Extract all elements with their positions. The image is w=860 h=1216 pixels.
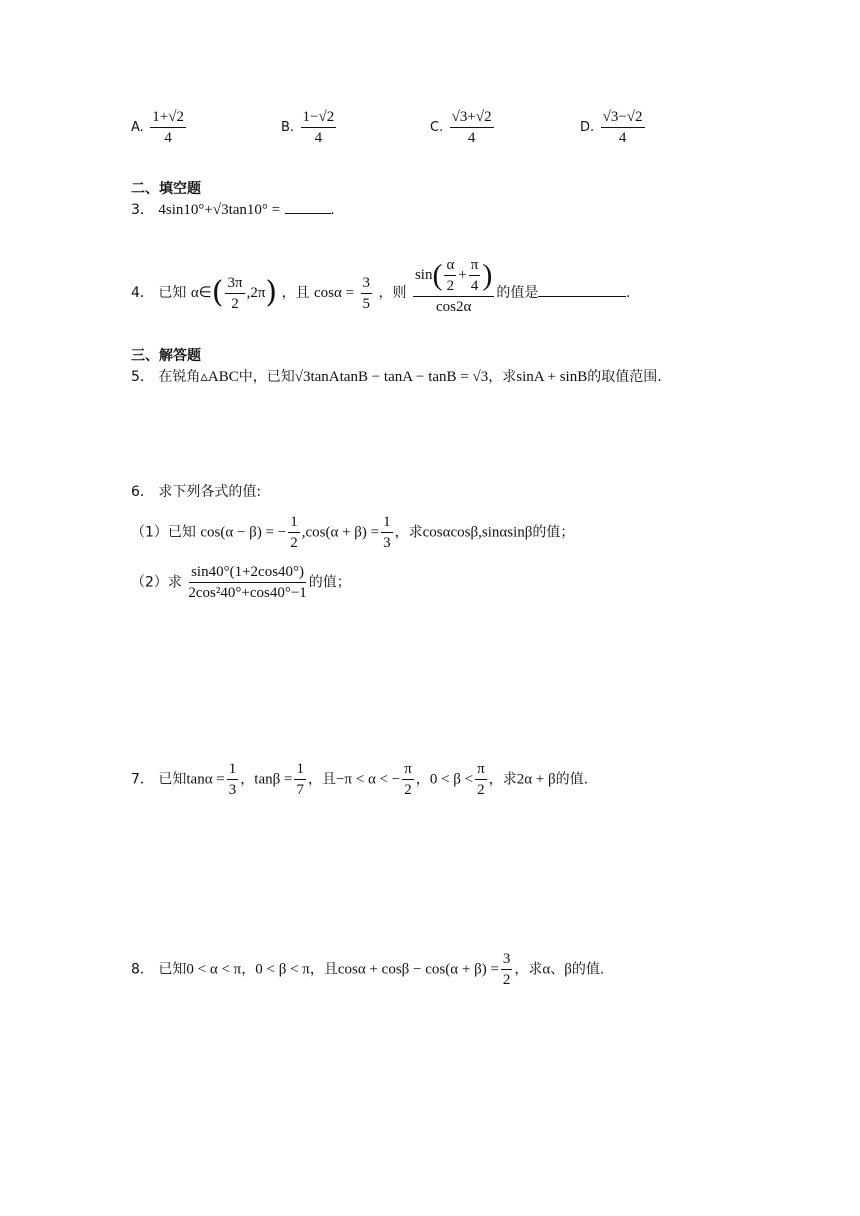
question-8 [131, 950, 604, 989]
question-text: 已知 [158, 285, 187, 301]
denominator: 2 [231, 295, 239, 312]
numerator: α [444, 256, 456, 276]
part-label: （1）已知 [131, 524, 196, 541]
option-label: B. [281, 120, 295, 135]
question-text: ，且 [307, 771, 336, 788]
expression: tanα = [186, 771, 225, 788]
period: . [330, 202, 335, 218]
denominator: 7 [296, 782, 304, 798]
left-paren: ( [211, 275, 224, 310]
numerator: sin40°(1+2cos40°) [189, 563, 306, 583]
question-number: 6． [131, 484, 154, 500]
right-paren: ) [265, 275, 278, 310]
denominator: 3 [228, 782, 237, 798]
operator: + [458, 266, 467, 283]
punctuation: ， [415, 771, 430, 788]
question-text: ，且 [281, 285, 310, 301]
question-4 [131, 257, 631, 316]
question-number: 3． [131, 202, 154, 218]
period: . [626, 285, 631, 301]
expression: −π < α < − [335, 771, 401, 788]
left-paren: ( [432, 258, 443, 292]
option-numerator: √3+√2 [450, 108, 494, 128]
right-paren: ) [482, 258, 493, 292]
option-denominator: 4 [467, 130, 476, 146]
option-numerator: √3−√2 [601, 108, 645, 128]
question-3 [131, 200, 334, 220]
punctuation: ， [241, 961, 256, 978]
denominator: 2 [404, 782, 412, 798]
option-denominator: 4 [164, 130, 172, 146]
numerator: π [402, 760, 414, 780]
question-number: 7． [131, 771, 154, 788]
question-number: 8． [131, 961, 154, 978]
expression: α∈ [190, 285, 212, 301]
expression: tanβ = [254, 771, 293, 788]
option-a [131, 108, 188, 147]
expression: √3tanAtanB − tanA − tanB = √3 [294, 369, 489, 385]
question-text: 中，已知 [238, 369, 295, 385]
question-7 [131, 760, 588, 799]
punctuation: 、 [550, 961, 565, 978]
denominator: 2cos²40°+cos40°−1 [188, 585, 307, 601]
option-label: C. [430, 120, 444, 135]
answer-blank [285, 213, 331, 214]
numerator: 1 [227, 760, 239, 780]
option-b [281, 108, 338, 147]
denominator: 3 [383, 535, 391, 551]
question-text: 已知 [158, 961, 187, 978]
option-numerator: 1+√2 [150, 108, 186, 128]
question-5 [131, 367, 662, 387]
denominator: 2 [502, 972, 511, 988]
question-6 [131, 482, 261, 502]
numerator: 1 [381, 513, 393, 533]
question-text: ，求 [514, 961, 543, 978]
option-denominator: 4 [314, 130, 323, 146]
question-text: ，求 [488, 771, 517, 788]
numerator: 3π [225, 274, 244, 294]
expression: cosα + cosβ − cos(α + β) = [337, 961, 499, 978]
denominator: cos2α [435, 299, 472, 315]
question-text: 在锐角 [158, 369, 201, 385]
question-text: 的值是 [496, 285, 539, 301]
expression: ,2π [246, 285, 266, 301]
expression: 0 < β < π [255, 961, 310, 978]
expression: cosαcosβ,sinαsinβ [422, 524, 533, 541]
option-d [580, 108, 647, 147]
question-6-part-2 [131, 563, 351, 602]
denominator: 2 [477, 782, 485, 798]
triangle-label: ▵ABC [200, 369, 239, 385]
question-text: 的值. [555, 771, 589, 788]
part-label: （2）求 [131, 574, 182, 591]
question-text: 的值； [532, 524, 575, 541]
expression: 0 < β < [429, 771, 474, 788]
question-text: 已知 [158, 771, 187, 788]
expression: cosα = [314, 285, 355, 301]
punctuation: ， [240, 771, 255, 788]
numerator: 1 [294, 760, 306, 780]
expression: β [564, 961, 572, 978]
question-text: ，且 [309, 961, 338, 978]
question-text: ，求 [488, 369, 517, 385]
option-label: A. [131, 120, 144, 135]
answer-blank [538, 296, 626, 297]
question-text: ，求 [394, 524, 423, 541]
denominator: 2 [446, 278, 455, 294]
section-heading-solve: 三、解答题 [131, 348, 201, 364]
option-denominator: 4 [618, 130, 627, 146]
numerator: 3 [501, 950, 513, 970]
section-heading-fill: 二、填空题 [131, 181, 201, 197]
option-c [430, 108, 496, 147]
numerator: π [475, 760, 487, 780]
numerator: 3 [361, 274, 373, 294]
expression: sin [414, 266, 433, 283]
expression: 0 < α < π [186, 961, 242, 978]
question-text: 的值； [308, 574, 351, 591]
denominator: 5 [362, 295, 371, 312]
expression: ,cos(α + β) = [301, 524, 380, 541]
question-text: ，则 [378, 285, 407, 301]
question-number: 5． [131, 369, 154, 385]
denominator: 2 [290, 535, 298, 551]
question-text: 的值. [571, 961, 605, 978]
question-3-expression: 4sin10°+√3tan10° = [158, 202, 281, 218]
question-text: 求下列各式的值: [158, 484, 262, 500]
expression: α [542, 961, 551, 978]
numerator: π [469, 256, 481, 276]
expression: cos(α − β) = − [200, 524, 287, 541]
numerator: 1 [288, 513, 300, 533]
option-numerator: 1−√2 [301, 108, 337, 128]
question-text: 的取值范围. [587, 369, 662, 385]
option-label: D. [580, 120, 595, 135]
question-6-part-1 [131, 513, 574, 552]
question-number: 4． [131, 285, 154, 301]
denominator: 4 [470, 278, 479, 294]
expression: sinA + sinB [516, 369, 588, 385]
expression: 2α + β [516, 771, 556, 788]
